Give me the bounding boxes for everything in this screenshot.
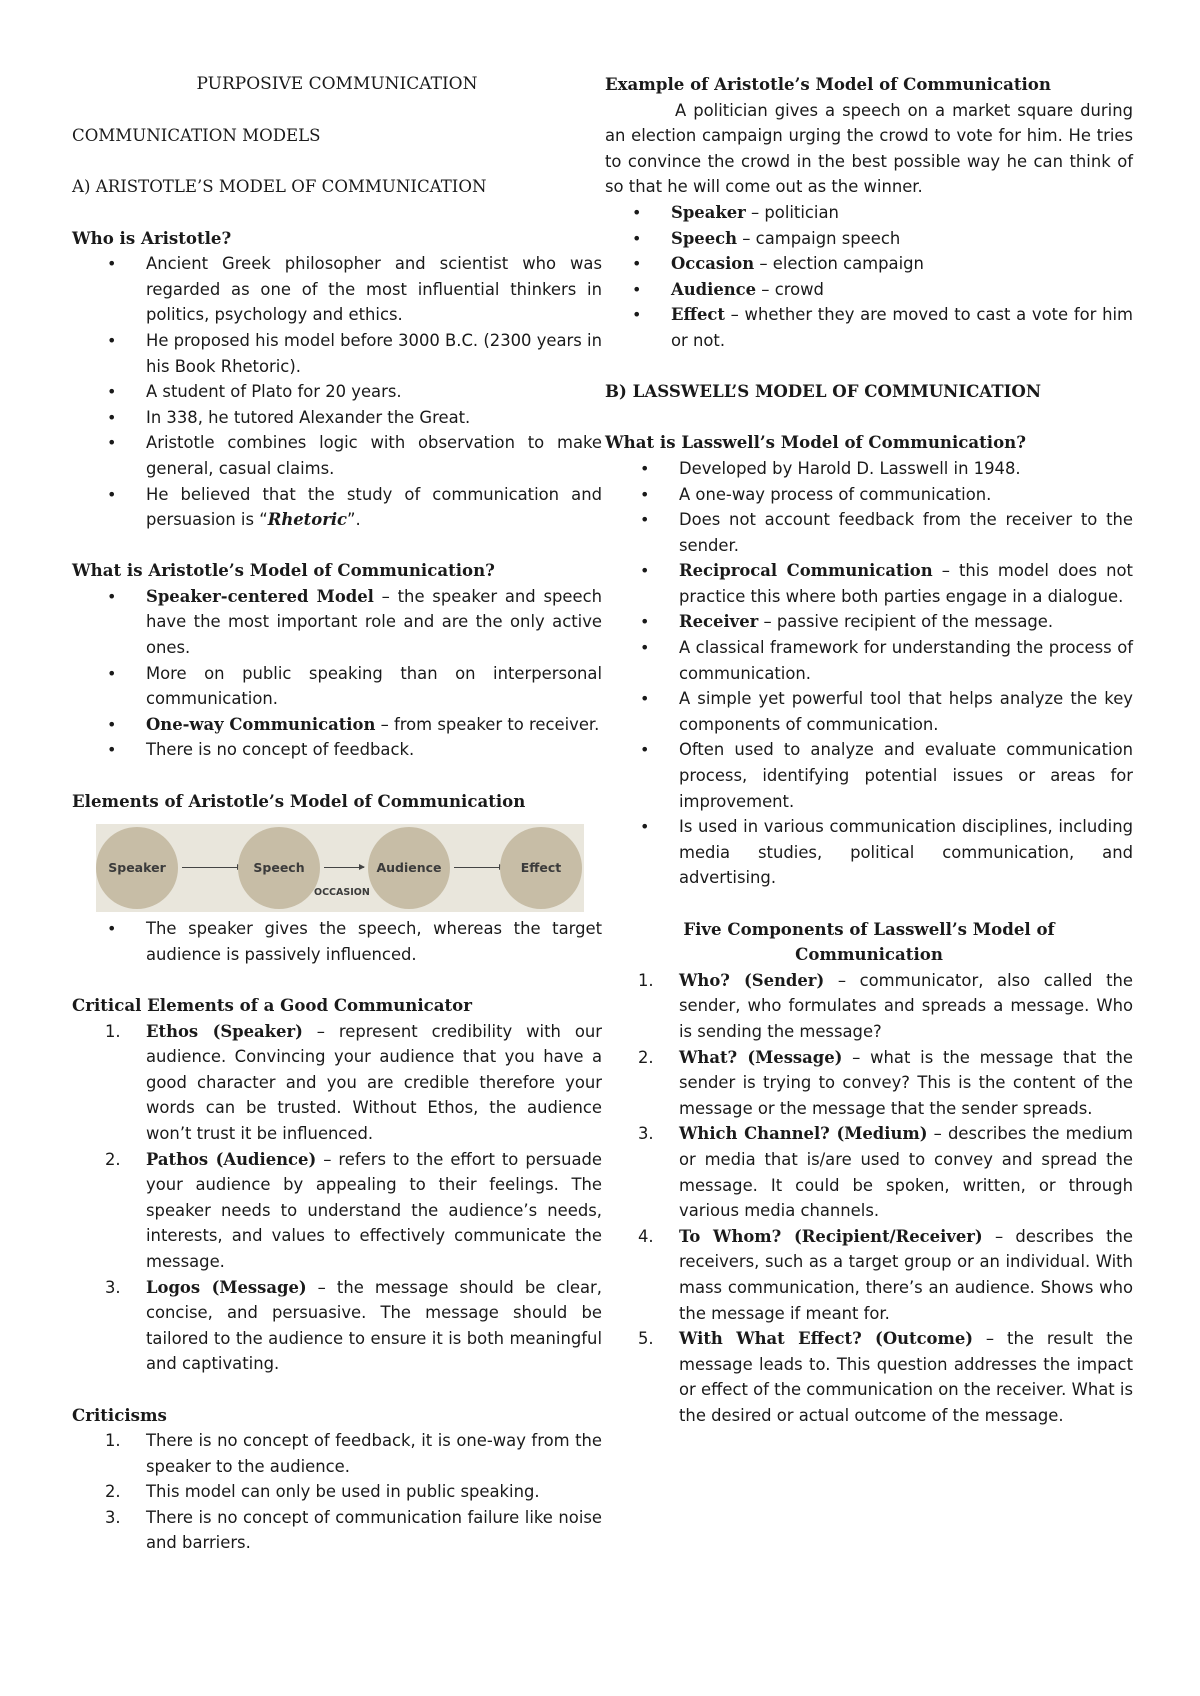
critical-list bbox=[72, 1019, 602, 1377]
term: One-way Communication bbox=[146, 714, 376, 734]
criticisms-heading: Criticisms bbox=[72, 1404, 167, 1425]
five-components-heading bbox=[605, 917, 1133, 968]
term: Occasion bbox=[671, 254, 755, 274]
term: To Whom? (Recipient/Receiver) bbox=[679, 1226, 983, 1246]
list-item bbox=[597, 251, 1133, 277]
definition: A one-way process of communication. bbox=[679, 484, 992, 504]
definition: – refers to the effort to persuade your audience by appealing to their feelings. The speaker needs to understand the audience’s needs, interests, and values to effectively communicate the message. bbox=[146, 1149, 603, 1271]
list-item: • He proposed his model before 3000 B.C. (2300 years in his Book Rhetoric). bbox=[72, 328, 602, 379]
term: Speaker-centered Model bbox=[146, 586, 374, 606]
term: Speaker bbox=[671, 202, 746, 222]
term: Audience bbox=[671, 279, 757, 299]
definition: Often used to analyze and evaluate communication process, identifying potential issues or areas for improvement. bbox=[679, 740, 1133, 811]
definition: – describes the receivers, such as a target group or an individual. With mass communication, there’s an audience. Shows who the message if meant for. bbox=[679, 1226, 1133, 1323]
list-item: • Ancient Greek philosopher and scientist who was regarded as one of the most influential thinkers in politics, psychology and ethics. bbox=[72, 251, 602, 328]
heading-line: Communication bbox=[795, 944, 943, 965]
definition: – communicator, also called the sender, who formulates and spreads a message. Who is sending the message? bbox=[679, 970, 1133, 1041]
lasswell-heading: What is Lasswell’s Model of Communication? bbox=[605, 432, 1026, 453]
term: Receiver bbox=[679, 612, 759, 632]
list-item bbox=[72, 1147, 602, 1275]
section-subtitle: COMMUNICATION MODELS bbox=[72, 126, 321, 146]
critical-elements-heading: Critical Elements of a Good Communicator bbox=[72, 995, 472, 1015]
list-item bbox=[597, 277, 1133, 303]
list-item bbox=[597, 226, 1133, 252]
list-item bbox=[605, 1326, 1133, 1428]
list-item bbox=[72, 661, 602, 712]
definition: Does not account feedback from the receiver to the sender. bbox=[679, 510, 1133, 555]
list-number: 2. bbox=[105, 1482, 121, 1502]
list-item: • A student of Plato for 20 years. bbox=[72, 379, 602, 405]
list-item bbox=[72, 1505, 602, 1556]
what-is-aristotle-model-heading: What is Aristotle’s Model of Communication? bbox=[72, 560, 495, 581]
list-item bbox=[72, 737, 602, 763]
list-item-text: He believed that the study of communication and persuasion is “ bbox=[146, 484, 602, 530]
elements-heading: Elements of Aristotle’s Model of Communication bbox=[72, 790, 526, 811]
elements-list bbox=[72, 916, 602, 967]
definition: – what is the message that the sender is trying to convey? This is the content of the message or the message that the sender spreads. bbox=[679, 1047, 1133, 1118]
definition: More on public speaking than on interpersonal communication. bbox=[146, 663, 602, 709]
list-number: 3. bbox=[105, 1507, 121, 1527]
example-list bbox=[597, 200, 1133, 354]
list-number: 1. bbox=[638, 970, 654, 990]
list-item bbox=[597, 302, 1133, 353]
term: With What Effect? (Outcome) bbox=[679, 1329, 974, 1349]
rhetoric-term: Rhetoric bbox=[267, 510, 348, 530]
list-item bbox=[605, 482, 1133, 508]
list-item bbox=[605, 1045, 1133, 1122]
example-paragraph: A politician gives a speech on a market square during an election campaign urging the crowd to vote for him. He tries to convince the crowd in the best possible way he can think of so that he will come out as the winner. bbox=[605, 100, 1133, 197]
list-number: 3. bbox=[105, 1277, 121, 1297]
arrow-icon bbox=[324, 867, 364, 868]
speech-node: Speech bbox=[238, 827, 320, 909]
list-item: • The speaker gives the speech, whereas the target audience is passively influenced. bbox=[72, 916, 602, 967]
who-is-aristotle-heading: Who is Aristotle? bbox=[72, 227, 232, 248]
definition: – whether they are moved to cast a vote for him or not. bbox=[671, 305, 1133, 350]
definition: A classical framework for understanding the process of communication. bbox=[679, 638, 1133, 683]
arrow-icon bbox=[182, 867, 242, 868]
list-item: • Aristotle combines logic with observation to make general, casual claims. bbox=[72, 430, 602, 481]
lasswell-list bbox=[605, 456, 1133, 891]
list-item bbox=[605, 814, 1133, 891]
list-item bbox=[72, 482, 602, 533]
list-number: 3. bbox=[638, 1124, 654, 1144]
definition: – describes the medium or media that is/are used to convey and spread the message. It could be spoken, written, or through various media channels. bbox=[679, 1124, 1133, 1221]
effect-node: Effect bbox=[500, 827, 582, 909]
list-item bbox=[605, 686, 1133, 737]
document-title: PURPOSIVE COMMUNICATION bbox=[196, 74, 478, 94]
list-number: 4. bbox=[638, 1226, 654, 1246]
five-components-list bbox=[605, 968, 1133, 1429]
definition: – the speaker and speech have the most important role and are the only active ones. bbox=[146, 586, 602, 658]
audience-node: Audience bbox=[368, 827, 450, 909]
list-item: • In 338, he tutored Alexander the Great. bbox=[72, 405, 602, 431]
heading-line: Five Components of Lasswell’s Model of bbox=[683, 918, 1055, 939]
definition: – passive recipient of the message. bbox=[758, 612, 1054, 632]
list-item bbox=[72, 712, 602, 738]
list-item-text: There is no concept of feedback, it is one-way from the speaker to the audience. bbox=[146, 1431, 602, 1476]
list-number: 2. bbox=[105, 1149, 121, 1169]
term: Speech bbox=[671, 228, 738, 248]
list-item-text: There is no concept of communication failure like noise and barriers. bbox=[146, 1507, 602, 1553]
term: Effect bbox=[671, 305, 725, 325]
term: Logos (Message) bbox=[146, 1277, 307, 1297]
definition: – politician bbox=[745, 202, 839, 222]
term: Reciprocal Communication bbox=[679, 561, 933, 581]
definition: – campaign speech bbox=[737, 228, 901, 248]
term: Pathos (Audience) bbox=[146, 1149, 317, 1169]
term: What? (Message) bbox=[679, 1047, 843, 1067]
list-item bbox=[605, 737, 1133, 814]
definition: A simple yet powerful tool that helps analyze the key components of communication. bbox=[679, 689, 1133, 734]
definition: – the message should be clear, concise, and persuasive. The message should be tailored to the audience to ensure it is both meaningful and captivating. bbox=[146, 1277, 602, 1374]
speaker-node: Speaker bbox=[96, 827, 178, 909]
definition: Developed by Harold D. Lasswell in 1948. bbox=[679, 458, 1021, 478]
definition: – represent credibility with our audience. Convincing your audience that you have a good character and you are credible therefore your words can be trusted. Without Ethos, the audience won’t trust it be influenced. bbox=[146, 1021, 602, 1143]
list-number: 5. bbox=[638, 1329, 654, 1349]
definition: – crowd bbox=[756, 279, 824, 299]
list-item bbox=[605, 1224, 1133, 1326]
list-item-text: This model can only be used in public speaking. bbox=[146, 1482, 540, 1502]
example-heading: Example of Aristotle’s Model of Communication bbox=[605, 74, 1051, 94]
list-item bbox=[605, 1121, 1133, 1223]
list-item bbox=[72, 584, 602, 661]
term: Which Channel? (Medium) bbox=[679, 1124, 928, 1144]
list-item bbox=[605, 635, 1133, 686]
list-number: 2. bbox=[638, 1047, 654, 1067]
list-item bbox=[597, 200, 1133, 226]
list-item-text: ”. bbox=[347, 510, 361, 530]
definition: – election campaign bbox=[754, 254, 924, 274]
left-column bbox=[72, 72, 602, 1556]
arrow-icon bbox=[454, 867, 504, 868]
list-item bbox=[72, 1428, 602, 1479]
list-number: 1. bbox=[105, 1431, 121, 1451]
list-item bbox=[72, 1275, 602, 1377]
who-list bbox=[72, 251, 602, 533]
list-item bbox=[605, 456, 1133, 482]
aristotle-model-diagram bbox=[96, 824, 584, 912]
occasion-label: OCCASION bbox=[314, 887, 370, 899]
list-item bbox=[605, 968, 1133, 1045]
list-item bbox=[605, 558, 1133, 609]
list-item bbox=[605, 609, 1133, 635]
section-b-heading: B) LASSWELL’S MODEL OF COMMUNICATION bbox=[605, 381, 1041, 402]
term: Ethos (Speaker) bbox=[146, 1021, 303, 1041]
term: Who? (Sender) bbox=[679, 970, 825, 990]
list-item bbox=[605, 507, 1133, 558]
definition: Is used in various communication disciplines, including media studies, political communication, and advertising. bbox=[679, 817, 1133, 888]
definition: – this model does not practice this where both parties engage in a dialogue. bbox=[679, 561, 1133, 606]
definition: – from speaker to receiver. bbox=[375, 714, 600, 734]
list-number: 1. bbox=[105, 1021, 121, 1041]
criticisms-list bbox=[72, 1428, 602, 1556]
right-column bbox=[605, 72, 1133, 1428]
definition: There is no concept of feedback. bbox=[146, 740, 415, 760]
list-item bbox=[72, 1479, 602, 1505]
section-a-heading: A) ARISTOTLE’S MODEL OF COMMUNICATION bbox=[72, 177, 487, 197]
list-item bbox=[72, 1019, 602, 1147]
definition: – the result the message leads to. This question addresses the impact or effect of the communication on the receiver. What is the desired or actual outcome of the message. bbox=[679, 1329, 1133, 1425]
what-list bbox=[72, 584, 602, 763]
